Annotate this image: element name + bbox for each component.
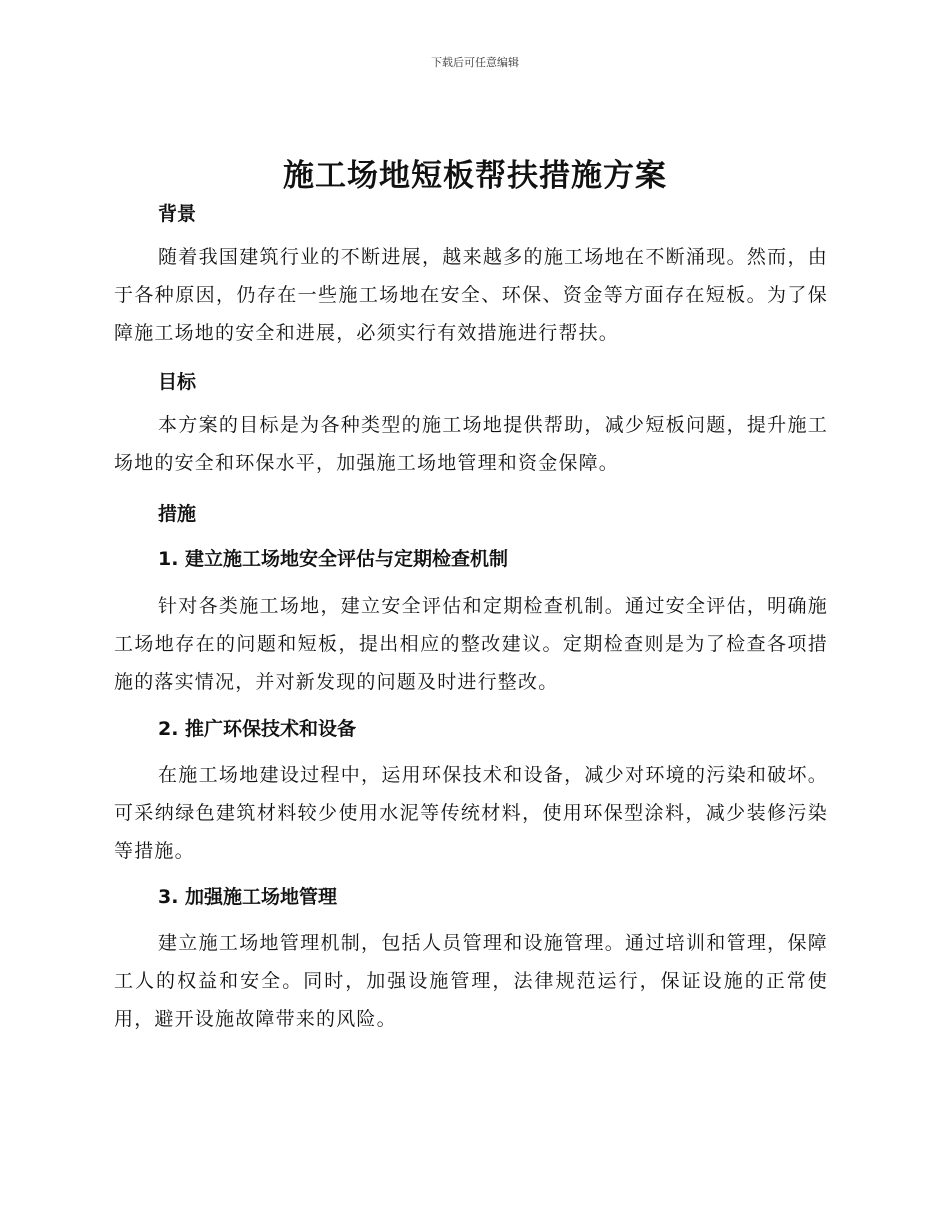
paragraph-measure-2: 在施工场地建设过程中，运用环保技术和设备，减少对环境的污染和破坏。可采纳绿色建筑材料较少使用水泥等传统材料，使用环保型涂料，减少装修污染等措施。 [114, 764, 828, 862]
section-heading-measures: 措施 [158, 503, 197, 525]
subheading-measure-1: 1. 建立施工场地安全评估与定期检查机制 [158, 548, 509, 570]
section-heading-background: 背景 [158, 203, 197, 225]
subheading-measure-2: 2. 推广环保技术和设备 [158, 718, 357, 740]
section-heading-goal: 目标 [158, 371, 197, 393]
subheading-measure-3: 3. 加强施工场地管理 [158, 886, 338, 908]
document-title: 施工场地短板帮扶措施方案 [283, 158, 667, 194]
page-header-note: 下载后可任意编辑 [431, 56, 519, 69]
paragraph-measure-1: 针对各类施工场地，建立安全评估和定期检查机制。通过安全评估，明确施工场地存在的问题和短板，提出相应的整改建议。定期检查则是为了检查各项措施的落实情况，并对新发现的问题及时进行整改。 [114, 595, 828, 693]
paragraph-goal: 本方案的目标是为各种类型的施工场地提供帮助，减少短板问题，提升施工场地的安全和环保水平，加强施工场地管理和资金保障。 [114, 414, 828, 474]
paragraph-background: 随着我国建筑行业的不断进展，越来越多的施工场地在不断涌现。然而，由于各种原因，仍存在一些施工场地在安全、环保、资金等方面存在短板。为了保障施工场地的安全和进展，必须实行有效措施进行帮扶。 [114, 246, 828, 344]
paragraph-measure-3: 建立施工场地管理机制，包括人员管理和设施管理。通过培训和管理，保障工人的权益和安全。同时，加强设施管理，法律规范运行，保证设施的正常使用，避开设施故障带来的风险。 [114, 932, 828, 1030]
